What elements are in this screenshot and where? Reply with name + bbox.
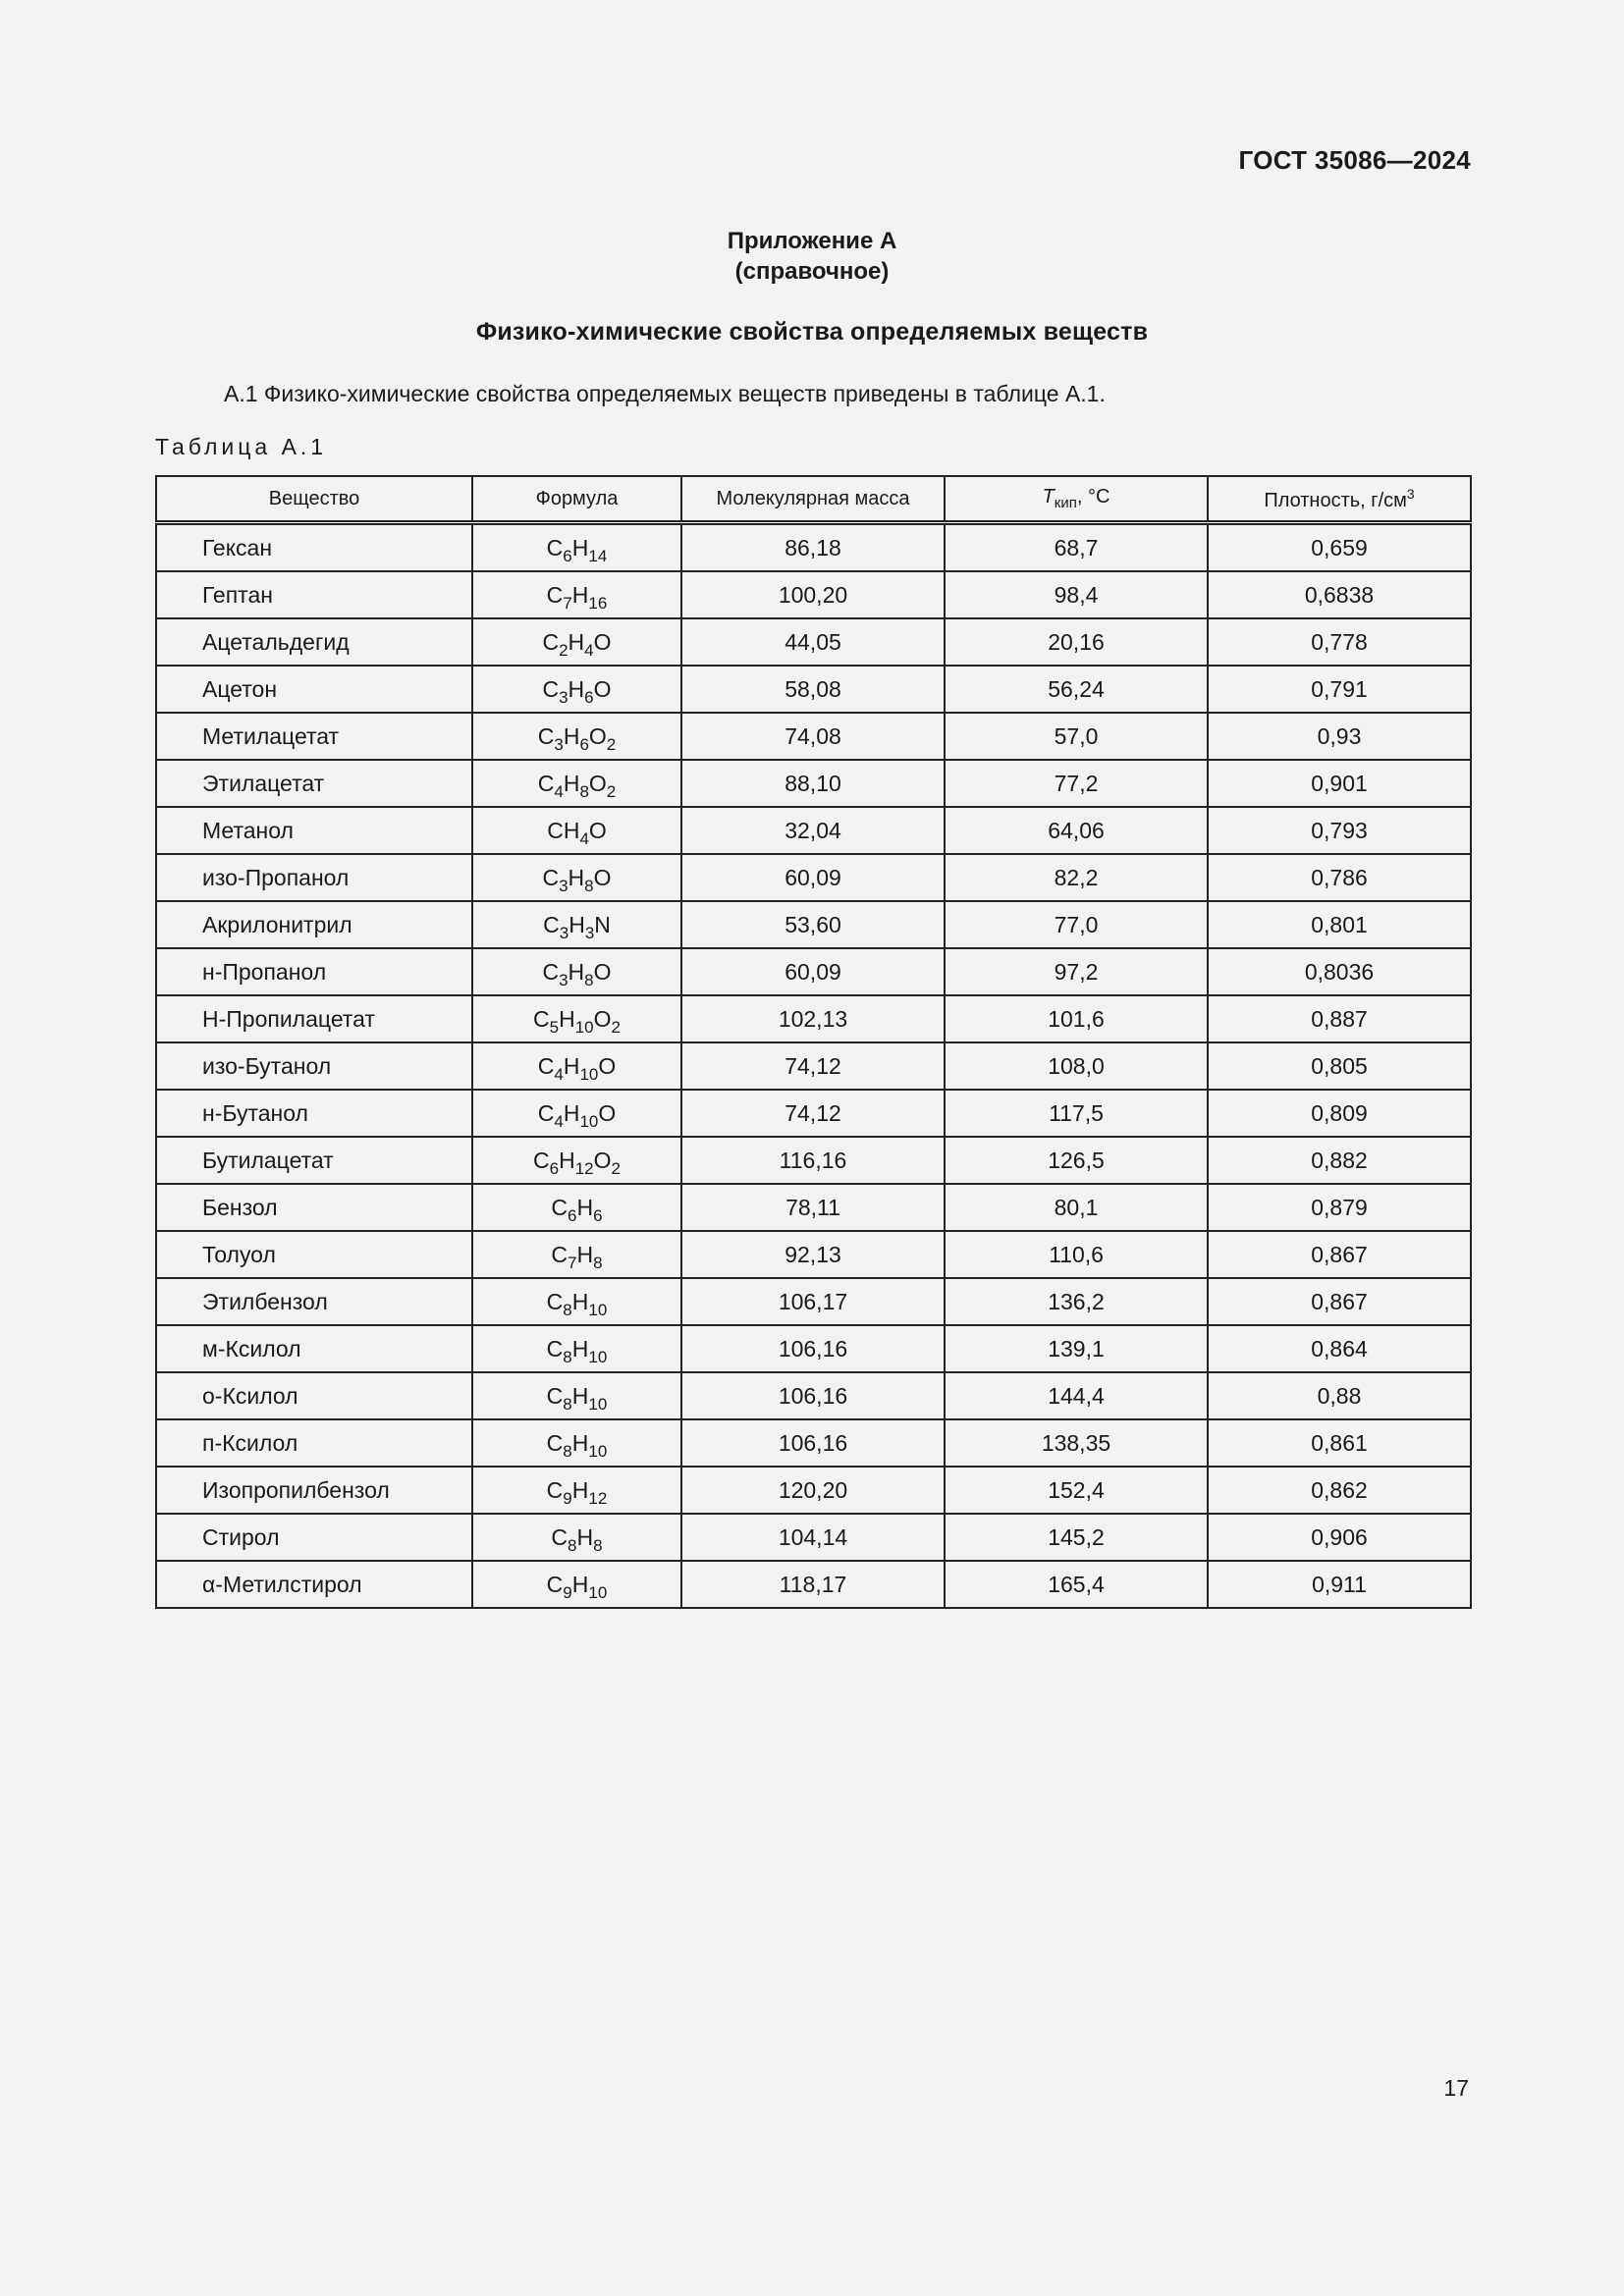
density: 0,867 (1208, 1278, 1471, 1325)
annex-title: Приложение А (727, 228, 897, 254)
substance-name: Ацетальдегид (156, 618, 472, 666)
chemical-formula (472, 1514, 681, 1561)
formula-subscript: 6 (549, 1158, 560, 1178)
formula-element: H (571, 1429, 589, 1456)
formula-element: C (533, 1147, 550, 1173)
formula-element: H (571, 534, 589, 561)
boiling-point: 110,6 (945, 1231, 1208, 1278)
formula-subscript: 6 (593, 1205, 603, 1225)
table-row (156, 1137, 1471, 1184)
formula-element: C (537, 1099, 555, 1126)
density: 0,93 (1208, 713, 1471, 760)
chemical-formula (472, 1231, 681, 1278)
table-row (156, 1514, 1471, 1561)
substance-name: Стирол (156, 1514, 472, 1561)
formula-element: H (568, 958, 585, 985)
formula-element: H (559, 1147, 575, 1173)
formula-element: O (593, 864, 612, 890)
density: 0,864 (1208, 1325, 1471, 1372)
table-row (156, 760, 1471, 807)
substance-name: н-Пропанол (156, 948, 472, 995)
formula-subscript: 8 (593, 1535, 603, 1555)
chemical-formula (472, 1278, 681, 1325)
boiling-point: 56,24 (945, 666, 1208, 713)
density: 0,778 (1208, 618, 1471, 666)
formula-subscript: 8 (579, 781, 589, 801)
substance-name: Н-Пропилацетат (156, 995, 472, 1042)
molar-mass: 88,10 (681, 760, 945, 807)
formula-subscript: 8 (563, 1441, 572, 1461)
formula-element: C (542, 958, 560, 985)
formula-element: C (551, 1194, 568, 1220)
formula-element: H (576, 1241, 594, 1267)
molar-mass: 74,12 (681, 1090, 945, 1137)
formula-element: O (588, 722, 607, 749)
density: 0,861 (1208, 1419, 1471, 1467)
formula-subscript: 3 (559, 923, 569, 942)
formula-element: H (563, 1099, 580, 1126)
chemical-formula (472, 618, 681, 666)
formula-element: O (593, 628, 612, 655)
table-row (156, 1184, 1471, 1231)
chemical-formula (472, 1137, 681, 1184)
formula-element: C (546, 1382, 564, 1409)
formula-element: C (537, 722, 555, 749)
substance-name: н-Бутанол (156, 1090, 472, 1137)
table-row (156, 1278, 1471, 1325)
molar-mass: 106,16 (681, 1419, 945, 1467)
formula-subscript: 2 (559, 640, 568, 660)
annex-subtitle: (справочное) (734, 258, 890, 285)
table-row (156, 523, 1471, 572)
formula-element: H (563, 722, 580, 749)
chemical-formula (472, 1419, 681, 1467)
properties-table (155, 475, 1472, 1609)
formula-element: C (542, 675, 560, 702)
boiling-point: 20,16 (945, 618, 1208, 666)
formula-element: C (533, 1005, 550, 1032)
formula-subscript: 8 (584, 876, 594, 895)
header-molar-mass: Молекулярная масса (681, 476, 945, 523)
substance-name: Метилацетат (156, 713, 472, 760)
table-row (156, 1467, 1471, 1514)
table-header (156, 476, 1471, 523)
header-density (1208, 476, 1471, 523)
chemical-formula (472, 1372, 681, 1419)
formula-subscript: 4 (584, 640, 594, 660)
formula-element: C (543, 911, 560, 937)
boiling-point: 57,0 (945, 713, 1208, 760)
molar-mass: 53,60 (681, 901, 945, 948)
formula-subscript: 6 (579, 734, 589, 754)
table-row (156, 571, 1471, 618)
molar-mass: 102,13 (681, 995, 945, 1042)
molar-mass: 106,16 (681, 1372, 945, 1419)
density: 0,88 (1208, 1372, 1471, 1419)
chemical-formula (472, 666, 681, 713)
formula-subscript: 3 (559, 876, 568, 895)
molar-mass: 100,20 (681, 571, 945, 618)
header-boiling-point (945, 476, 1208, 523)
table-row (156, 1372, 1471, 1419)
formula-subscript: 8 (568, 1535, 577, 1555)
chemical-formula (472, 807, 681, 854)
formula-subscript: 10 (588, 1347, 608, 1366)
chemical-formula (472, 995, 681, 1042)
table-row (156, 1090, 1471, 1137)
formula-subscript: 8 (563, 1347, 572, 1366)
document-code: ГОСТ 35086—2024 (1238, 145, 1471, 175)
chemical-formula (472, 760, 681, 807)
formula-subscript: 7 (563, 593, 572, 613)
boiling-point: 68,7 (945, 523, 1208, 572)
chemical-formula (472, 1467, 681, 1514)
molar-mass: 74,12 (681, 1042, 945, 1090)
formula-subscript: 3 (554, 734, 564, 754)
substance-name: Акрилонитрил (156, 901, 472, 948)
header-substance: Вещество (156, 476, 472, 523)
chemical-formula (472, 713, 681, 760)
density: 0,887 (1208, 995, 1471, 1042)
boiling-point: 126,5 (945, 1137, 1208, 1184)
formula-element: C (551, 1241, 568, 1267)
substance-name: п-Ксилол (156, 1419, 472, 1467)
substance-name: Ацетон (156, 666, 472, 713)
density-label: Плотность, г/см (1264, 489, 1407, 511)
formula-element: H (563, 770, 580, 796)
formula-element: O (593, 958, 612, 985)
table-row (156, 1042, 1471, 1090)
formula-element: H (568, 864, 585, 890)
chemical-formula (472, 1184, 681, 1231)
formula-element: C (537, 1052, 555, 1079)
table-row (156, 1231, 1471, 1278)
substance-name: изо-Бутанол (156, 1042, 472, 1090)
formula-subscript: 10 (579, 1064, 599, 1084)
density: 0,793 (1208, 807, 1471, 854)
formula-subscript: 8 (593, 1253, 603, 1272)
formula-element: H (571, 1476, 589, 1503)
molar-mass: 60,09 (681, 854, 945, 901)
boiling-point-subscript: кип (1054, 495, 1077, 511)
substance-name: Этилацетат (156, 760, 472, 807)
formula-element: C (542, 628, 560, 655)
table-caption: Таблица А.1 (155, 434, 328, 459)
boiling-point: 77,0 (945, 901, 1208, 948)
formula-element: C (542, 864, 560, 890)
boiling-point: 145,2 (945, 1514, 1208, 1561)
formula-subscript: 10 (579, 1111, 599, 1131)
boiling-point: 117,5 (945, 1090, 1208, 1137)
section-title: Физико-химические свойства определяемых веществ (475, 318, 1149, 346)
boiling-point: 80,1 (945, 1184, 1208, 1231)
substance-name: Гептан (156, 571, 472, 618)
molar-mass: 92,13 (681, 1231, 945, 1278)
formula-element: H (571, 581, 589, 608)
formula-subscript: 3 (584, 923, 595, 942)
boiling-point-symbol: T (1042, 486, 1055, 507)
table-row (156, 618, 1471, 666)
density: 0,906 (1208, 1514, 1471, 1561)
table-row (156, 995, 1471, 1042)
chemical-formula (472, 571, 681, 618)
formula-subscript: 10 (588, 1441, 608, 1461)
formula-subscript: 8 (563, 1394, 572, 1414)
density: 0,8036 (1208, 948, 1471, 995)
substance-name: м-Ксилол (156, 1325, 472, 1372)
formula-element: N (594, 911, 611, 937)
formula-subscript: 10 (574, 1017, 594, 1037)
boiling-point: 101,6 (945, 995, 1208, 1042)
table-header-row (156, 476, 1471, 523)
formula-subscript: 8 (563, 1300, 572, 1319)
formula-subscript: 6 (584, 687, 594, 707)
formula-element: H (563, 1052, 580, 1079)
boiling-point: 152,4 (945, 1467, 1208, 1514)
formula-subscript: 12 (574, 1158, 594, 1178)
formula-subscript: 8 (584, 970, 594, 989)
formula-element: C (546, 1571, 564, 1597)
substance-name: α-Метилстирол (156, 1561, 472, 1608)
formula-element: H (576, 1194, 594, 1220)
boiling-point: 77,2 (945, 760, 1208, 807)
chemical-formula (472, 1561, 681, 1608)
formula-subscript: 4 (579, 828, 589, 848)
table-row (156, 854, 1471, 901)
molar-mass: 116,16 (681, 1137, 945, 1184)
formula-element: H (568, 911, 585, 937)
formula-subscript: 9 (563, 1582, 572, 1602)
molar-mass: 44,05 (681, 618, 945, 666)
table-row (156, 901, 1471, 948)
substance-name: Изопропилбензол (156, 1467, 472, 1514)
intro-paragraph: А.1 Физико-химические свойства определяемых веществ приведены в таблице А.1. (224, 381, 1106, 406)
density-exponent: 3 (1406, 485, 1415, 502)
formula-element: H (571, 1288, 589, 1314)
chemical-formula (472, 1325, 681, 1372)
molar-mass: 60,09 (681, 948, 945, 995)
substance-name: Этилбензол (156, 1278, 472, 1325)
formula-element: H (571, 1335, 589, 1362)
formula-subscript: 16 (588, 593, 608, 613)
formula-element: O (598, 1052, 617, 1079)
substance-name: изо-Пропанол (156, 854, 472, 901)
formula-element: C (546, 1288, 564, 1314)
formula-element: O (598, 1099, 617, 1126)
header-formula: Формула (472, 476, 681, 523)
substance-name: Метанол (156, 807, 472, 854)
formula-element: O (593, 1005, 612, 1032)
formula-subscript: 5 (549, 1017, 560, 1037)
chemical-formula (472, 1090, 681, 1137)
formula-element: C (551, 1523, 568, 1550)
table-row (156, 1419, 1471, 1467)
density: 0,862 (1208, 1467, 1471, 1514)
table-row (156, 948, 1471, 995)
formula-element: C (546, 581, 564, 608)
molar-mass: 104,14 (681, 1514, 945, 1561)
formula-element: H (568, 628, 585, 655)
formula-subscript: 14 (588, 546, 608, 565)
density: 0,805 (1208, 1042, 1471, 1090)
substance-name: Гексан (156, 523, 472, 572)
boiling-point: 98,4 (945, 571, 1208, 618)
formula-subscript: 2 (611, 1017, 621, 1037)
density: 0,867 (1208, 1231, 1471, 1278)
formula-subscript: 9 (563, 1488, 572, 1508)
density: 0,879 (1208, 1184, 1471, 1231)
formula-subscript: 2 (606, 734, 617, 754)
formula-element: O (593, 675, 612, 702)
formula-element: C (546, 1335, 564, 1362)
table-row (156, 666, 1471, 713)
formula-element: H (568, 675, 585, 702)
density: 0,801 (1208, 901, 1471, 948)
formula-subscript: 4 (554, 781, 564, 801)
boiling-point: 108,0 (945, 1042, 1208, 1090)
substance-name: Бутилацетат (156, 1137, 472, 1184)
formula-element: CH (547, 817, 580, 843)
table-row (156, 807, 1471, 854)
formula-subscript: 10 (588, 1394, 608, 1414)
formula-element: O (588, 770, 607, 796)
boiling-point: 136,2 (945, 1278, 1208, 1325)
formula-subscript: 2 (611, 1158, 621, 1178)
boiling-point: 144,4 (945, 1372, 1208, 1419)
formula-element: C (546, 1476, 564, 1503)
substance-name: Бензол (156, 1184, 472, 1231)
density: 0,791 (1208, 666, 1471, 713)
formula-subscript: 2 (606, 781, 617, 801)
substance-name: Толуол (156, 1231, 472, 1278)
chemical-formula (472, 523, 681, 572)
boiling-point: 165,4 (945, 1561, 1208, 1608)
formula-subscript: 10 (588, 1582, 608, 1602)
formula-subscript: 3 (559, 970, 568, 989)
density: 0,786 (1208, 854, 1471, 901)
density: 0,659 (1208, 523, 1471, 572)
formula-element: C (546, 534, 564, 561)
formula-subscript: 4 (554, 1111, 564, 1131)
chemical-formula (472, 948, 681, 995)
formula-subscript: 7 (568, 1253, 577, 1272)
formula-subscript: 4 (554, 1064, 564, 1084)
annex-heading (0, 226, 1624, 287)
formula-element: H (571, 1382, 589, 1409)
formula-element: C (537, 770, 555, 796)
density: 0,6838 (1208, 571, 1471, 618)
density: 0,901 (1208, 760, 1471, 807)
formula-subscript: 12 (588, 1488, 608, 1508)
chemical-formula (472, 1042, 681, 1090)
formula-element: O (588, 817, 607, 843)
formula-subscript: 6 (563, 546, 572, 565)
boiling-point: 139,1 (945, 1325, 1208, 1372)
formula-subscript: 3 (559, 687, 568, 707)
molar-mass: 106,17 (681, 1278, 945, 1325)
boiling-point: 138,35 (945, 1419, 1208, 1467)
table-body (156, 523, 1471, 1609)
table-row (156, 1561, 1471, 1608)
table-row (156, 1325, 1471, 1372)
molar-mass: 120,20 (681, 1467, 945, 1514)
formula-subscript: 10 (588, 1300, 608, 1319)
molar-mass: 74,08 (681, 713, 945, 760)
formula-element: C (546, 1429, 564, 1456)
boiling-point: 82,2 (945, 854, 1208, 901)
molar-mass: 118,17 (681, 1561, 945, 1608)
formula-subscript: 6 (568, 1205, 577, 1225)
boiling-point-unit: , °С (1076, 486, 1110, 507)
molar-mass: 58,08 (681, 666, 945, 713)
formula-element: O (593, 1147, 612, 1173)
substance-name: о-Ксилол (156, 1372, 472, 1419)
density: 0,882 (1208, 1137, 1471, 1184)
boiling-point: 64,06 (945, 807, 1208, 854)
chemical-formula (472, 901, 681, 948)
formula-element: H (576, 1523, 594, 1550)
page-number: 17 (1443, 2075, 1469, 2101)
table-row (156, 713, 1471, 760)
boiling-point: 97,2 (945, 948, 1208, 995)
density: 0,809 (1208, 1090, 1471, 1137)
formula-element: H (559, 1005, 575, 1032)
formula-element: H (571, 1571, 589, 1597)
molar-mass: 86,18 (681, 523, 945, 572)
molar-mass: 106,16 (681, 1325, 945, 1372)
chemical-formula (472, 854, 681, 901)
molar-mass: 32,04 (681, 807, 945, 854)
density: 0,911 (1208, 1561, 1471, 1608)
molar-mass: 78,11 (681, 1184, 945, 1231)
